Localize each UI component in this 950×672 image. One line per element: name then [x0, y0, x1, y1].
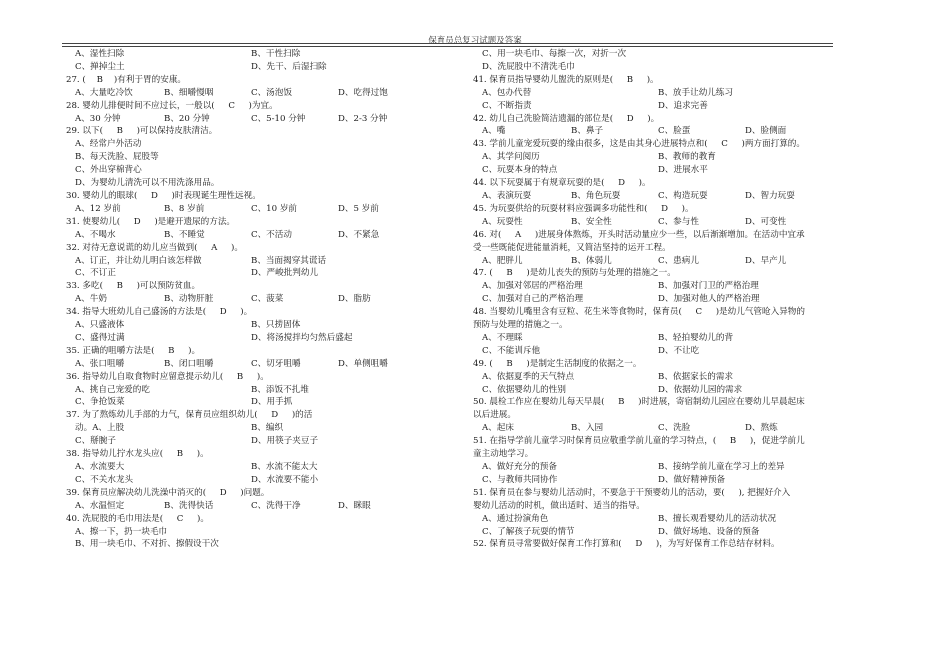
option-text: A、不喝水 — [75, 229, 116, 240]
option-text: 动。A、上股 — [75, 423, 125, 434]
option-text: D、单侧咀嚼 — [338, 358, 388, 369]
option-text: A、包办代替 — [482, 87, 532, 98]
option-row — [473, 255, 843, 268]
option-text: B、角色玩耍 — [571, 190, 621, 201]
header-rule-bottom — [62, 46, 833, 47]
option-text: B、加强对门卫的严格治理 — [658, 281, 759, 292]
question-line: 51. 保育员在参与婴幼儿活动时，不要急于干预婴幼儿的活动，要( ), 把握好介入 — [473, 487, 791, 498]
option-text: C、了解孩子玩耍的情节 — [482, 526, 575, 537]
option-row — [66, 396, 436, 409]
question-line: 43. 学前儿童宠爱玩耍的缘由很多，这是由其身心进展特点和( C )两方面打算的。 — [473, 139, 805, 150]
option-row — [473, 164, 843, 177]
option-text: B、不睡觉 — [164, 229, 205, 240]
option-text: C、构造玩耍 — [658, 190, 708, 201]
option-text: A、加强对邻居的严格治理 — [482, 281, 583, 292]
option-text: A、挑自己宠爱的吃 — [75, 384, 150, 395]
option-text: B、水流不能太大 — [251, 462, 318, 472]
option-text: A、不理睬 — [482, 332, 523, 343]
option-row — [66, 48, 436, 61]
option-text: D、依据幼儿园的需求 — [658, 384, 743, 395]
document-header-title: 保育员总复习试题及答案 — [428, 36, 522, 46]
option-text: B、放手让幼儿练习 — [658, 87, 734, 98]
option-text: D、吃得过饱 — [338, 87, 388, 98]
option-text: A、依据夏季的天气特点 — [482, 371, 575, 382]
option-row — [66, 435, 436, 448]
option-text: D、进展水平 — [658, 165, 708, 176]
question-line: 童主动地学习。 — [473, 449, 534, 460]
option-text: C、玩耍本身的特点 — [482, 165, 558, 176]
option-text: D、先干、后湿扫除 — [251, 61, 327, 72]
option-text: A、肥胖儿 — [482, 255, 523, 266]
option-row — [66, 332, 436, 345]
option-text: D、做好精神预备 — [658, 474, 726, 485]
option-row — [66, 319, 436, 332]
option-text: D、用筷子夹豆子 — [251, 436, 319, 447]
option-row — [473, 280, 843, 293]
question-line: 33. 多吃( B )可以预防贫血。 — [66, 281, 201, 292]
option-text: B、依据家长的需求 — [658, 371, 734, 382]
option-text: B、添饭不扎堆 — [251, 384, 309, 395]
option-text: D、不让吃 — [658, 345, 700, 356]
option-row — [473, 293, 843, 306]
question-line: 49. ( B )是制定生活制度的依据之一。 — [473, 358, 642, 369]
question-line: 以后进展。 — [473, 410, 516, 421]
left-column — [66, 48, 436, 551]
option-text: A、只盛液体 — [75, 320, 125, 331]
option-line: C、用一块毛巾、每擦一次，对折一次 — [482, 49, 627, 59]
header-rule-top — [62, 43, 833, 44]
question-line: 48. 当婴幼儿嘴里含有豆粒、花生米等食物时，保育员( C )是幼儿气管呛入异物的 — [473, 307, 805, 318]
option-row — [473, 513, 843, 526]
option-row — [473, 125, 843, 138]
option-text: C、不关水龙头 — [75, 474, 134, 485]
question-line: 50. 晨检工作应在婴幼儿每天早晨( B )时进展，寄宿制幼儿园应在婴幼儿早晨起床 — [473, 397, 805, 408]
option-row — [66, 358, 436, 371]
option-row — [473, 461, 843, 474]
option-row — [66, 293, 436, 306]
option-row — [473, 151, 843, 164]
option-text: A、表演玩耍 — [482, 190, 532, 201]
option-text: A、嘴 — [482, 126, 506, 137]
option-row — [66, 203, 436, 216]
option-text: C、盛得过满 — [75, 332, 125, 343]
option-text: C、洗得干净 — [251, 500, 301, 511]
question-line: 41. 保育员指导婴幼儿盥洗的原则是( B )。 — [473, 74, 659, 85]
option-text: C、菠菜 — [251, 294, 284, 305]
option-text: B、接纳学前儿童在学习上的差异 — [658, 462, 785, 472]
option-text: C、争抢饭菜 — [75, 397, 125, 408]
option-text: A、牛奶 — [75, 294, 107, 305]
option-line: A、经常户外活动 — [75, 139, 142, 150]
option-row — [473, 422, 843, 435]
option-line: B、每天洗脸、屁股等 — [75, 152, 159, 163]
option-row — [66, 461, 436, 474]
option-text: B、安全性 — [571, 216, 612, 227]
option-line: C、外出穿棉背心 — [75, 165, 142, 176]
question-line: 受一些既能促进能量消耗，又简洁坚持的运开工程。 — [473, 242, 671, 253]
option-row — [66, 229, 436, 242]
option-text: D、不紧急 — [338, 229, 380, 240]
option-text: B、鼻子 — [571, 126, 604, 137]
option-text: C、不订正 — [75, 268, 116, 279]
option-row — [66, 61, 436, 74]
question-line: 39. 保育员应解决幼儿洗澡中消灭的( D )问题。 — [66, 487, 270, 498]
question-line: 27. ( B )有利于胃的安康。 — [66, 74, 187, 85]
option-row — [473, 216, 843, 229]
option-text: C、切牙咀嚼 — [251, 358, 301, 369]
option-text: C、脸蛋 — [658, 126, 691, 137]
option-row — [66, 255, 436, 268]
option-text: C、汤泡饭 — [251, 87, 292, 98]
option-text: C、加强对自己的严格治理 — [482, 294, 584, 305]
option-text: A、张口咀嚼 — [75, 358, 125, 369]
option-row — [66, 474, 436, 487]
option-text: A、玩耍性 — [482, 216, 523, 227]
option-line: A、擦一下，扔一块毛巾 — [75, 526, 168, 537]
option-text: C、洗脸 — [658, 423, 691, 434]
question-line: 预防与处理的措施之一。 — [473, 320, 568, 331]
option-text: B、8 岁前 — [164, 203, 205, 214]
option-text: D、严峻批判幼儿 — [251, 268, 319, 279]
option-text: B、细嚼慢咽 — [164, 87, 214, 98]
option-text: B、轻拍婴幼儿的背 — [658, 332, 734, 343]
option-text: D、做好场地、设备的预备 — [658, 526, 760, 537]
option-text: C、患病儿 — [658, 255, 699, 266]
option-row — [66, 87, 436, 100]
option-line: D、为婴幼儿清洗可以不用洗涤用品。 — [75, 178, 220, 189]
option-row — [473, 345, 843, 358]
option-text: D、追求完善 — [658, 100, 708, 111]
option-text: D、熬炼 — [745, 423, 778, 434]
option-line: D、洗屁股中不清洗毛巾 — [482, 61, 575, 72]
question-line: 34. 指导大班幼儿自己盛汤的方法是( D )。 — [66, 307, 253, 318]
option-row — [473, 190, 843, 203]
option-text: D、眯眼 — [338, 500, 371, 511]
option-text: B、干性扫除 — [251, 49, 301, 59]
option-text: D、水流要不能小 — [251, 474, 319, 485]
option-row — [473, 100, 843, 113]
question-line: 婴幼儿活动的时机，做出适时、适当的指导。 — [473, 500, 645, 511]
option-text: C、掰腕子 — [75, 436, 116, 447]
option-row — [66, 113, 436, 126]
option-text: A、做好充分的预备 — [482, 462, 557, 472]
option-row — [66, 384, 436, 397]
option-text: B、体弱儿 — [571, 255, 612, 266]
option-text: C、不能训斥他 — [482, 345, 541, 356]
option-text: D、可变性 — [745, 216, 787, 227]
option-text: B、编织 — [251, 423, 284, 434]
option-text: D、将汤搅拌均匀然后盛起 — [251, 332, 353, 343]
option-text: A、30 分钟 — [75, 113, 121, 124]
question-line: 38. 指导幼儿拧水龙头应( B )。 — [66, 449, 209, 460]
option-text: B、擅长观看婴幼儿的活动状况 — [658, 513, 777, 524]
option-text: A、起床 — [482, 423, 514, 434]
option-text: C、依据婴幼儿的性别 — [482, 384, 566, 395]
option-text: D、2-3 分钟 — [338, 113, 388, 124]
question-line: 35. 正确的咀嚼方法是( B )。 — [66, 345, 201, 356]
option-text: A、12 岁前 — [75, 203, 121, 214]
option-text: B、只捞固体 — [251, 320, 301, 331]
question-line: 52. 保育员寻常要做好保育工作打算和( D )，为写好保育工作总结存材料。 — [473, 539, 780, 550]
option-text: C、不断指责 — [482, 100, 532, 111]
option-row — [473, 87, 843, 100]
option-row — [66, 422, 436, 435]
option-text: D、智力玩耍 — [745, 190, 795, 201]
option-text: B、教师的教育 — [658, 152, 716, 163]
option-text: A、通过扮演角色 — [482, 513, 549, 524]
option-text: D、脂肪 — [338, 294, 371, 305]
question-line: 44. 以下玩耍属于有规章玩耍的是( D )。 — [473, 178, 651, 189]
question-line: 29. 以下( B )可以保持皮肤清洁。 — [66, 126, 218, 137]
question-line: 32. 对待无意说谎的幼儿应当做到( A )。 — [66, 242, 243, 253]
question-line: 37. 为了熬炼幼儿手部的力气，保育员应组织幼儿( D )的活 — [66, 410, 313, 421]
option-text: A、水温恒定 — [75, 500, 125, 511]
question-line: 46. 对( A )进展身体熬炼，开头时活动量应少一些，以后渐渐增加。在活动中宜承 — [473, 229, 805, 240]
option-text: B、洗得快话 — [164, 500, 214, 511]
option-row — [473, 384, 843, 397]
option-text: B、入园 — [571, 423, 604, 434]
option-row — [66, 500, 436, 513]
question-line: 47. ( B )是幼儿丧失的预防与处理的措施之一。 — [473, 268, 676, 279]
option-text: A、湿性扫除 — [75, 49, 125, 59]
option-row — [473, 332, 843, 345]
question-line: 31. 使婴幼儿( D )是避开遗尿的方法。 — [66, 216, 236, 227]
question-line: 40. 洗屁股的毛巾用法是( C )。 — [66, 513, 209, 524]
option-text: C、不活动 — [251, 229, 292, 240]
option-text: C、与教师共同协作 — [482, 474, 558, 485]
option-text: D、早产儿 — [745, 255, 787, 266]
option-text: C、参与性 — [658, 216, 699, 227]
option-text: B、动物肝脏 — [164, 294, 214, 305]
option-text: A、订正，并让幼儿明白该怎样做 — [75, 255, 202, 266]
option-line: B、用一块毛巾、不对折、擦假设干次 — [75, 539, 219, 550]
option-text: B、当面揭穿其谎话 — [251, 255, 327, 266]
option-row — [473, 474, 843, 487]
option-text: D、脸侧面 — [745, 126, 787, 137]
option-text: A、大量吃冷饮 — [75, 87, 133, 98]
option-row — [473, 526, 843, 539]
option-text: A、其学问阅历 — [482, 152, 540, 163]
question-line: 51. 在指导学前儿童学习时保育员应敬重学前儿童的学习特点，( B )，促进学前儿 — [473, 436, 805, 447]
option-text: D、5 岁前 — [338, 203, 379, 214]
option-text: D、加强对他人的严格治理 — [658, 294, 760, 305]
right-column — [473, 48, 843, 551]
question-line: 45. 为玩耍供给的玩耍材料应强调多功能性和( D )。 — [473, 203, 694, 214]
option-text: A、水流要大 — [75, 462, 125, 472]
option-text: C、5-10 分钟 — [251, 113, 306, 124]
option-row — [66, 267, 436, 280]
option-text: B、20 分钟 — [164, 113, 210, 124]
option-text: C、10 岁前 — [251, 203, 298, 214]
option-text: D、用手抓 — [251, 397, 293, 408]
question-line: 42. 幼儿自己洗脸简洁遗漏的部位是( D )。 — [473, 113, 660, 124]
question-line: 36. 指导幼儿自取食物时应留意提示幼儿( B )。 — [66, 371, 269, 382]
option-text: C、掸掉尘土 — [75, 61, 125, 72]
option-text: B、闭口咀嚼 — [164, 358, 214, 369]
question-line: 28. 婴幼儿排便时间不应过长，一般以( C )为宜。 — [66, 100, 278, 111]
question-line: 30. 婴幼儿的眼球( D )时表现诞生理性远视。 — [66, 190, 261, 201]
option-row — [473, 371, 843, 384]
